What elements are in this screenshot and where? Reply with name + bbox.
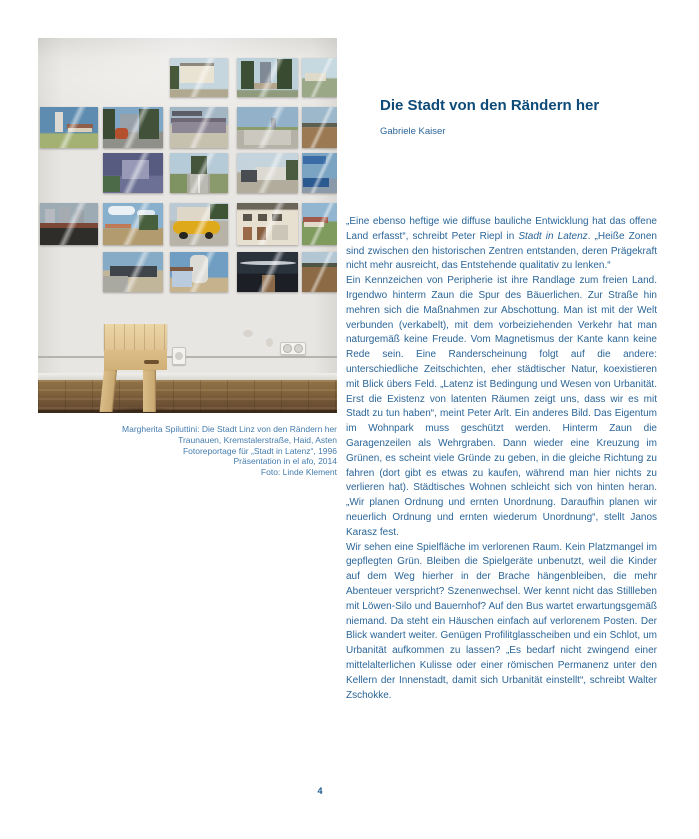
caption-line: Foto: Linde Klement <box>260 467 337 478</box>
photo-detail <box>68 128 92 132</box>
photo-detail <box>115 128 128 139</box>
photo-detail <box>180 63 214 68</box>
gallery-photo-silo-and-house <box>170 252 228 292</box>
gallery-photo-house-and-trees <box>170 58 228 97</box>
wall-smudge <box>243 330 253 337</box>
photo-detail <box>170 174 187 193</box>
photo-detail <box>139 109 159 139</box>
photo-detail <box>170 267 193 272</box>
photo-detail <box>286 160 298 179</box>
photo-detail <box>172 271 192 287</box>
photo-detail <box>103 109 115 138</box>
caption-line: Traunauen, Kremstalerstraße, Haid, Asten <box>178 434 337 445</box>
power-outlet-single <box>172 347 186 365</box>
photo-detail <box>237 127 298 131</box>
photo-detail <box>305 73 326 82</box>
gallery-photo-edge-photo-top <box>302 58 337 97</box>
photo-detail <box>254 83 277 89</box>
photo-detail <box>303 178 328 187</box>
photo-detail <box>105 224 130 228</box>
caption-line: Fotoreportage für „Stadt in Latenz“, 1996 <box>182 445 337 456</box>
photo-detail <box>108 206 136 215</box>
gallery-photo-tower-between-poplars <box>237 58 298 97</box>
gallery-photo-meadow-clouds <box>103 203 163 245</box>
photo-detail <box>241 170 257 182</box>
photo-detail <box>191 156 207 174</box>
photo-detail <box>103 176 120 191</box>
photo-detail <box>179 232 188 240</box>
photo-detail <box>139 215 158 230</box>
wall-smudge <box>266 338 273 347</box>
photo-detail <box>304 222 324 227</box>
wall-cable <box>38 356 337 358</box>
gallery-photo-dark-roundabout <box>237 252 298 292</box>
photo-detail <box>173 221 219 234</box>
photo-detail <box>262 275 275 292</box>
gallery-photo-yellow-sportscar <box>170 203 228 245</box>
photo-detail <box>258 214 267 221</box>
photo-detail <box>303 156 325 164</box>
photo-detail <box>272 225 288 240</box>
photo-detail <box>198 175 200 193</box>
gallery-photo-long-building-banner <box>170 107 228 148</box>
gallery-photo-edge-photo-signs <box>302 153 337 193</box>
stool-leg <box>143 370 156 412</box>
article-author: Gabriele Kaiser <box>380 126 446 137</box>
photo-detail <box>171 118 226 123</box>
photo-detail <box>172 122 225 133</box>
photo-detail <box>302 263 337 267</box>
photo-detail <box>277 59 292 89</box>
photo-detail <box>122 160 148 178</box>
socket-icon <box>294 344 303 353</box>
photo-detail <box>172 111 202 116</box>
photo-detail <box>240 261 296 265</box>
photo-detail <box>260 62 270 86</box>
photo-detail <box>210 204 227 219</box>
gallery-photo-industrial-silos-dark <box>40 203 98 245</box>
exhibition-photo <box>38 38 337 413</box>
caption-line: Präsentation in el afo, 2014 <box>233 456 337 467</box>
gallery-photo-water-tower-meadow <box>40 107 98 148</box>
photo-detail <box>210 174 227 193</box>
stool-slot <box>144 360 159 364</box>
article-body <box>346 215 657 703</box>
photo-detail <box>59 207 72 225</box>
photo-detail <box>40 223 98 228</box>
article-title: Die Stadt von den Rändern her <box>380 97 600 114</box>
photo-detail <box>177 207 213 222</box>
gallery-photo-warehouse-truck <box>237 153 298 193</box>
photo-detail <box>137 210 155 217</box>
wooden-stool <box>104 324 167 410</box>
photo-detail <box>170 66 179 89</box>
photo-detail <box>190 255 209 284</box>
gallery-photo-straight-road-tree <box>170 153 228 193</box>
article-paragraph: Ein Kennzeichen von Peripherie ist ihre Randlage zum freien Land. Irgendwo hinterm Zaun die Spur des Bäuerlichen. Zur Straße hin mehren sich die Maßnahmen zur Abschottung. Man ist mit der Welt verbunden (verkabelt), mit dem vorbeiziehenden Verkehr hat man naturgemäß keine Freude. Vom Magnetismus der Kante kann keine Rede sein. Eine Randerscheinung folgt auf die andere: unterschiedliche Zeitschichten, eher städtischer Natur, koexistieren mit Blick übers Feld. „Latenz ist Bedingung und Wesen von Urbanität. Erst die Existenz von latenten Räumen zeigt uns, dass wir es mit Stadt zu tun haben“, meint Peter Arlt. Ein anderes Bild. Das Eigentum im Wohnpark muss geschützt werden. Hinterm Zaun die Garagenzeilen als Wehrgraben. Dann wieder eine Kreuzung im Grünen, es scheint viele Gründe zu geben, in die gleiche Richtung zu fahren (dort gibt es etwas zu kaufen, während man hier nichts zu verlieren hat). Städtisches Wohnen schleicht sich von hinten heran. „Wir planen Ordnung und ernten Unordnung. Daraufhin planen wir neuerlich Ordnung und ernten wiederum Unordnung“, stellt Janos Karasz fest. <box>346 275 657 538</box>
photo-detail <box>303 217 328 223</box>
gallery-photo-street-with-red-bus <box>103 107 163 148</box>
photo-detail <box>180 66 214 82</box>
photo-detail <box>243 214 252 221</box>
gallery-photo-edge-photo-red-roof <box>302 203 337 245</box>
photo-detail <box>67 124 94 129</box>
page-number: 4 <box>317 786 323 796</box>
gallery-photo-road-junction <box>237 107 298 148</box>
gallery-photo-road-to-hangar <box>103 252 163 292</box>
power-outlet-double <box>280 342 306 355</box>
gallery-photo-edge-photo-field <box>302 107 337 148</box>
photo-detail <box>257 227 266 240</box>
socket-icon <box>283 344 292 353</box>
figure-caption <box>38 424 337 478</box>
photo-detail <box>244 130 290 146</box>
photo-detail <box>271 118 275 129</box>
photo-detail <box>120 114 138 132</box>
photo-detail <box>103 276 128 292</box>
photo-detail <box>110 266 157 277</box>
photo-detail <box>45 209 55 226</box>
gallery-photo-edge-photo-plowed-field <box>302 252 337 292</box>
wooden-floor <box>38 380 337 413</box>
gallery-photo-glass-reflection <box>103 153 163 193</box>
photo-detail <box>302 123 337 128</box>
caption-line: Margherita Spiluttini: Die Stadt Linz von den Rändern her <box>122 424 337 434</box>
photo-detail <box>190 173 209 193</box>
photo-detail <box>75 210 84 226</box>
photo-detail <box>272 214 281 221</box>
photo-detail <box>205 232 214 240</box>
photo-detail <box>255 167 289 180</box>
article-paragraph: „Eine ebenso heftige wie diffuse bauliche Entwicklung hat das offene Land erfasst“, schreibt Peter Riepl in Stadt in Latenz. „Heiße Zonen sind zwischen den historischen Zentren entstanden, deren Prägekraft nicht mehr ausreicht, das Entstehende qualitativ zu lenken.“ <box>346 216 657 272</box>
photo-detail <box>241 61 254 89</box>
photo-detail <box>243 227 252 240</box>
article-paragraph: Wir sehen eine Spielfläche im verlorenen Raum. Kein Platzmangel im gepflegten Grün. Bleiben die Spielgeräte unbenutzt, weil die Kinder auf dem Weg hierher in der Brache hängenbleiben, die mehr Abenteuer verspricht? Szenenwechsel. Wer kennt nicht das Stillleben mit Löwen-Silo und Bauernhof? Auf den Bus wartet erwartungsgemäß niemand. Da steht ein Häuschen einfach auf verlorenem Posten. Der Blick wandert weiter. Genügen Profilitglasscheiben und ein Schlot, um Urbanität aufkommen zu lassen? „Es bedarf nicht zwingend einer mittelalterlichen Kulisse oder einer römischen Permanenz unter den Kellern der Innenstadt, damit sich Urbanität einstellt“, schreibt Walter Zschokke. <box>346 541 657 701</box>
stool-top <box>104 324 167 350</box>
gallery-photo-white-house-facade <box>237 203 298 245</box>
photo-detail <box>55 112 63 132</box>
